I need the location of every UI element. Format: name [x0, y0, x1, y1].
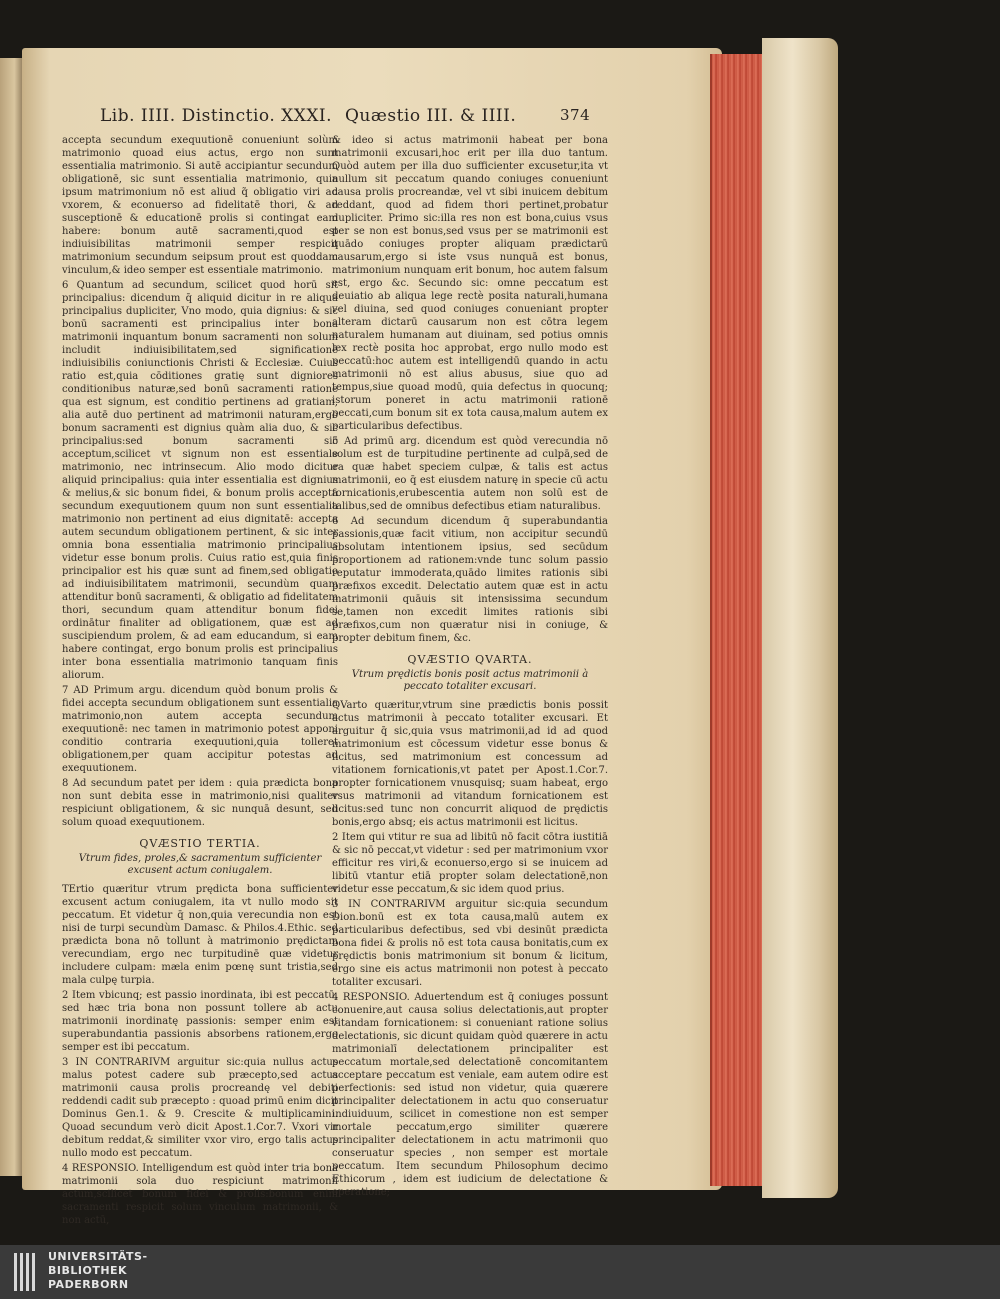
left-page-edge: [0, 58, 24, 1176]
logo-text-line-1: UNIVERSITÄTS-: [48, 1250, 148, 1263]
left-text-column: [62, 134, 338, 1226]
question-four-title: QVÆSTIO QVARTA.: [407, 653, 533, 666]
paragraph: TErtio quæritur vtrum prędicta bona sufficienter excusent actum coniugalem, ita vt nullo modo sit peccatum. Et videtur q̄ non,quia verecundia non est nisi de turpi secundùm Damasc. & Philos.4.Ethic. sed prædicta bona nō tollunt à matrimonio prędictam verecundiam, ergo nec turpitudinē quæ videtur includere culpam: mæla enim pœnę sunt tristia,sed mala culpę turpia.: [62, 884, 338, 986]
running-head-right: Quæstio III. & IIII.: [345, 106, 517, 126]
paragraph: 2 Item vbicunq; est passio inordinata, ibi est peccatū, sed hæc tria bona non possunt tollere ab actu matrimonii inordinatę passionis: semper enim est superabundantia passionis absorbens rationem,ergo semper est ibi peccatum.: [62, 990, 338, 1053]
paragraph: 4 RESPONSIO. Intelligendum est quòd inter tria bona matrimonii sola duo respiciunt matrimonii actum,scilicet bonum fidei & prolis:bonum enim sacramenti respicit solum vinculum matrimonii, & non actū,: [62, 1163, 338, 1226]
page-number: 374: [560, 106, 591, 124]
paragraph: accepta secundum exequutionē conueniunt solùm matrimonio quoad eius actus, ergo non sunt essentialia matrimonio. Si autē accipiantur secundum obligationē, sic sunt essentialia matrimonio, quia ipsum matrimonium nō est aliud q̃ obligatio viri ad vxorem, & econuerso ad fidelitatē thori, & ad susceptionē & educationē prolis si contingat eam habere: bonum autē sacramenti,quod est indiuisibilitas matrimonii semper respicit matrimonium secundum seipsum prout est quoddam vinculum,& ideo semper est essentiale matrimonio.: [62, 135, 338, 276]
paragraph: & ideo si actus matrimonii habeat per bona matrimonii excusari,hoc erit per illa duo tantum. Quòd autem per illa duo sufficienter excusetur,ita vt nullum sit peccatum quando coniuges conueniunt causa prolis procreandæ, vel vt sibi inuicem debitum reddant, quod ad fidem thori pertinet,probatur dupliciter. Primo sic:illa res non est bona,cuius vsus per se non est bonus,sed vsus per se matrimonii est quādo coniuges propter aliquam prædictarū causarum,ergo si iste vsus nunquā est bonus, matrimonium nunquam erit bonum, hoc autem falsum est, ergo &c. Secundo sic: omne peccatum est deuiatio ab aliqua lege rectè posita naturali,humana vel diuina, sed quod coniuges conueniant propter alteram dictarū causarum non est cōtra legem naturalem humanam aut diuinam, sed potius omnis lex rectè posita hoc approbat, ergo nullo modo est peccatū:hoc autem est intelligendū quando in actu matrimonii nō est alius abusus, siue quo ad tempus,siue quoad modū, quia defectus in quocunq; istorum poneret in actu matrimonii rationē peccati,cum bonum sit ex tota causa,malum autem ex particularibus defectibus.: [332, 135, 608, 432]
question-three-title: QVÆSTIO TERTIA.: [139, 837, 261, 850]
logo-text-line-2: BIBLIOTHEK: [48, 1264, 128, 1277]
paragraph: 8 Ad secundum patet per idem : quia prædicta bona non sunt debita esse in matrimonio,nisi qualiter respiciunt obligationem, & sic nunquā desunt, sed solum quoad exequutionem.: [62, 778, 338, 828]
paragraph: 7 AD Primum argu. dicendum quòd bonum prolis & fidei accepta secundum obligationem sunt essentialia matrimonio,non autem accepta secundum exequutionē: nec tamen in matrimonio potest apponi conditio contraria exequutioni,quia tolleret obligationem,per quam accipitur potestas ad exequutionem.: [62, 685, 338, 774]
paragraph: 2 Item qui vtitur re sua ad libitū nō facit cōtra iustitiā & sic nō peccat,vt videtur : sed per matrimonium vxor efficitur res viri,& econuerso,ergo si se inuicem ad libitū vtantur etiā propter solam delectationē,non videtur esse peccatum,& sic idem quod prius.: [332, 832, 608, 895]
paragraph: 6 Ad secundum dicendum q̄ superabundantia passionis,quæ facit vitium, non accipitur secundū absolutam intentionem ipsius, sed secūdum proportionem ad rationem:vnde tunc solum passio reputatur immoderata,quādo limites rationis sibi præfixos excedit. Delectatio autem quæ est in actu matrimonii quāuis sit intensissima secundum se,tamen non excedit limites rationis sibi præfixos,cum non quæratur nisi in coniuge, & propter debitum finem, &c.: [332, 516, 608, 644]
question-four-subtitle: Vtrum prędictis bonis posit actus matrimonii à peccato totaliter excusari.: [351, 669, 589, 692]
red-page-edges: [710, 54, 768, 1186]
running-head-left: Lib. IIII. Distinctio. XXXI.: [100, 106, 333, 126]
library-logo-icon: [14, 1253, 36, 1291]
paragraph: 5 Ad primū arg. dicendum est quòd verecundia nō solum est de turpitudine pertinente ad culpā,sed de ea quæ habet speciem culpæ, & talis est actus matrimonii, eo q̄ est eiusdem naturę in specie cū actu fornicationis,erubescentia autem non solū est de talibus,sed de omnibus defectibus etiam naturalibus.: [332, 436, 608, 512]
paragraph: 3 IN CONTRARIVM arguitur sic:quia nullus actus malus potest cadere sub præcepto,sed actus matrimonii causa prolis procreandę vel debiti reddendi cadit sub præcepto : quoad primū enim dicit Dominus Gen.1. & 9. Crescite & multiplicamini. Quoad secundum verò dicit Apost.1.Cor.7. Vxori vir debitum reddat,& similiter vxor viro, ergo talis actus nullo modo est peccatum.: [62, 1057, 338, 1159]
library-footer: [0, 1245, 1000, 1299]
right-text-column: [332, 134, 608, 1198]
paragraph: 6 Quantum ad secundum, scilicet quod horū sit principalius: dicendum q̄ aliquid dicitur in re aliqua principalius dupliciter, Vno modo, quia dignius: & sic bonū sacramenti est principalius inter bona matrimonii inquantum bonum sacramenti non solum includit indiuisibilitatem,sed significationē indiuisibilis coniunctionis Christi & Ecclesiæ. Cuius ratio est,quia cōditiones gratię sunt digniores conditionibus naturæ,sed bonū sacramenti ratione qua est signum, est conditio pertinens ad gratiam, alia autē duo pertinent ad matrimonii naturam,ergo bonum sacramenti est dignius quàm alia duo, & sic principalius:sed bonum sacramenti sic acceptum,scilicet vt signum non est essentiale matrimonio, nec intrinsecum. Alio modo dicitur aliquid principalius: quia inter essentialia est dignius & melius,& sic bonum fidei, & bonum prolis accepta secundum exequutionem quum non sunt essentialia matrimonio non pertinent ad eius dignitatē: accepta autem secundum obligationem pertinent, & sic inter omnia bona essentialia matrimonio principalius videtur esse bonum prolis. Cuius ratio est,quia finis principalior est his quæ sunt ad finem,sed obligatio ad indiuisibilitatem matrimonii, secundùm quam attenditur bonū sacramenti, & obligatio ad fidelitatem thori, secundum quam attenditur bonum fidei ordinātur finaliter ad obligationem, quæ est ad suscipiendum prolem, & ad eam educandum, si eam habere contingat, ergo bonum prolis est principalius inter bona essentialia matrimonio tanquam finis aliorum.: [62, 280, 338, 681]
paragraph: 4 RESPONSIO. Aduertendum est q̄ coniuges possunt conuenire,aut causa solius delectationis,aut propter vitandam fornicationem: si conueniant ratione solius delectationis, sic dicunt quidam quòd quærere in actu matrimonialī delectationem principaliter est peccatum mortale,sed delectationē concomitantem acceptare peccatum est veniale, eam autem odire est perfectionis: sed istud non videtur, quia quærere principaliter delectationem in actu quo conseruatur indiuiduum, scilicet in comestione non est semper mortale peccatum,ergo similiter quærere principaliter delectationem in actu matrimonii quo conseruatur species , non semper est mortale peccatum. Item secundum Philosophum decimo Ethicorum , idem est iudicium de delectatione & operatione;: [332, 992, 608, 1198]
paragraph: 3 IN CONTRARIVM arguitur sic:quia secundum Dion.bonū est ex tota causa,malū autem ex particularibus defectibus, sed vbi desinūt prædicta bona fidei & prolis nō est tota causa bonitatis,cum ex prędictis bonis matrimonium sit bonum & licitum, ergo sine eis actus matrimonii non potest à peccato totaliter excusari.: [332, 899, 608, 988]
vellum-cover: [762, 38, 838, 1198]
question-three-subtitle: Vtrum fides, proles,& sacramentum sufficienter excusent actum coniugalem.: [78, 853, 322, 876]
paragraph: QVarto quæritur,vtrum sine prædictis bonis possit actus matrimonii à peccato totaliter excusari. Et arguitur q̄ sic,quia vsus matrimonii,ad id ad quod matrimonium est cōcessum videtur esse bonus & licitus, sed matrimonium est concessum ad vitationem fornicationis,vt patet per Apost.1.Cor.7. propter fornicationem vnusquisq; suam habeat, ergo vsus matrimonii ad vitandum fornicationem est licitus:sed tunc non concurrit aliquod de prędictis bonis,ergo absq; eis actus matrimonii est licitus.: [332, 700, 608, 828]
logo-text-line-3: PADERBORN: [48, 1278, 129, 1291]
